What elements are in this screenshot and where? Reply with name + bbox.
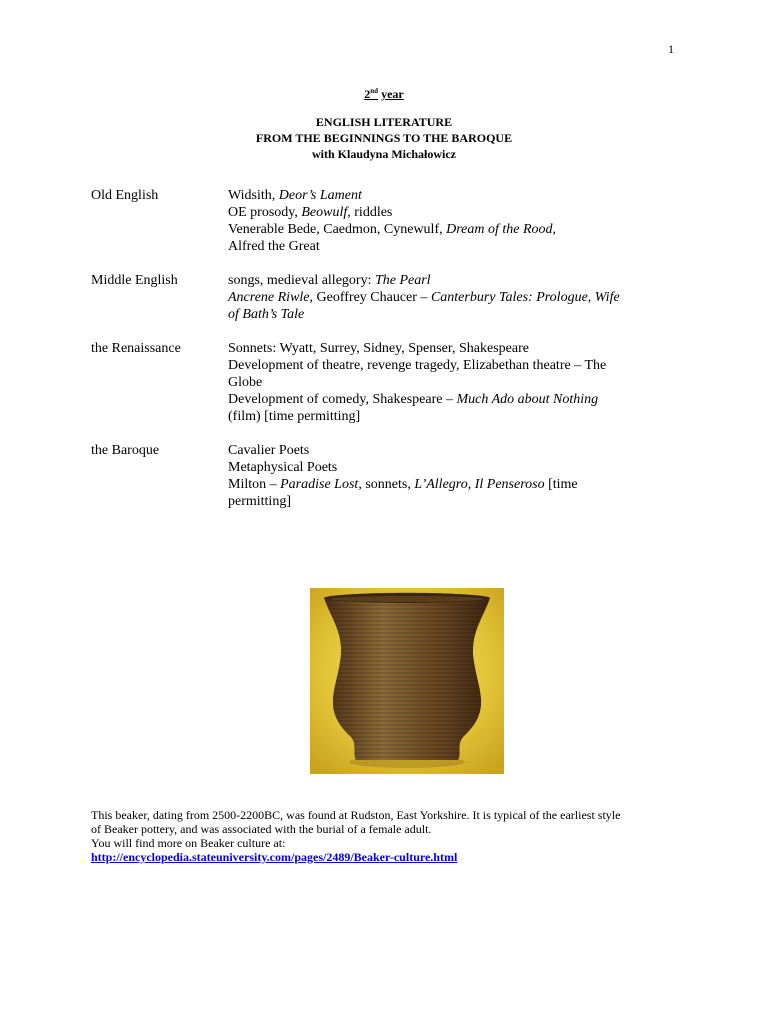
topic-line bbox=[228, 204, 681, 221]
topic-line bbox=[228, 357, 681, 374]
instructor-line: with Klaudyna Michałowicz bbox=[311, 147, 456, 161]
page-number: 1 bbox=[668, 42, 674, 56]
topic-title: The Pearl bbox=[374, 273, 431, 288]
year-heading bbox=[0, 86, 768, 102]
topic-text: , Geoffrey Chaucer – bbox=[309, 290, 431, 305]
topic-line bbox=[228, 340, 681, 357]
course-title-line1: ENGLISH LITERATURE bbox=[315, 115, 453, 129]
topic-line bbox=[228, 221, 681, 238]
period-label: Old English bbox=[91, 188, 159, 203]
syllabus-table bbox=[91, 187, 681, 527]
topic-text: riddles bbox=[350, 205, 393, 220]
topic-text: , sonnets, bbox=[358, 477, 415, 492]
topic-title: Dream of the Rood bbox=[446, 222, 553, 237]
period-label: the Baroque bbox=[91, 443, 160, 458]
topic-line bbox=[228, 391, 681, 408]
topic-title: Deor’s Lament bbox=[278, 188, 362, 203]
period-label: Middle English bbox=[91, 273, 178, 288]
topic-text: Development of comedy, Shakespeare – bbox=[228, 392, 457, 407]
topic-title: Much Ado about Nothing bbox=[456, 392, 599, 407]
topic-line bbox=[228, 289, 681, 306]
topic-title: Ancrene Riwle bbox=[228, 290, 310, 305]
syllabus-row bbox=[91, 340, 681, 425]
topic-line bbox=[228, 442, 681, 459]
caption-line-3: You will find more on Beaker culture at: bbox=[91, 836, 286, 850]
topic-line bbox=[228, 493, 681, 510]
topic-text: [time bbox=[544, 477, 578, 492]
topic-text: (film) [time permitting] bbox=[228, 409, 361, 424]
topic-text: Milton – bbox=[228, 477, 281, 492]
period-topics bbox=[228, 340, 681, 425]
topic-line bbox=[228, 187, 681, 204]
period-topics bbox=[228, 272, 681, 323]
topic-title: Paradise Lost bbox=[280, 477, 359, 492]
topic-title: Canterbury Tales: Prologue bbox=[430, 290, 588, 305]
beaker-image bbox=[310, 588, 504, 774]
year-word: year bbox=[381, 87, 404, 101]
topic-text: Cavalier Poets bbox=[228, 443, 310, 458]
caption-line-2: of Beaker pottery, and was associated with the burial of a female adult. bbox=[91, 822, 432, 836]
period-label: the Renaissance bbox=[91, 341, 181, 356]
topic-line bbox=[228, 306, 681, 323]
topic-text: , bbox=[587, 290, 595, 305]
topic-title: L’Allegro bbox=[414, 477, 468, 492]
course-title-line2: FROM THE BEGINNINGS TO THE BAROQUE bbox=[255, 131, 513, 145]
topic-text: Venerable Bede, Caedmon, Cynewulf, bbox=[228, 222, 447, 237]
topic-text: songs, medieval allegory: bbox=[228, 273, 375, 288]
topic-text: Globe bbox=[228, 375, 263, 390]
topic-text: , bbox=[552, 222, 557, 237]
syllabus-row bbox=[91, 442, 681, 510]
caption-line-1: This beaker, dating from 2500-2200BC, was found at Rudston, East Yorkshire. It is typical of the earliest style bbox=[91, 808, 621, 822]
topic-line bbox=[228, 459, 681, 476]
period-topics bbox=[228, 187, 681, 255]
topic-title: of Bath’s Tale bbox=[228, 307, 305, 322]
topic-title: Wife bbox=[594, 290, 620, 305]
topic-line bbox=[228, 238, 681, 255]
topic-text: , bbox=[467, 477, 475, 492]
topic-text: Metaphysical Poets bbox=[228, 460, 338, 475]
topic-text: Widsith, bbox=[228, 188, 279, 203]
topic-line bbox=[228, 408, 681, 425]
image-caption bbox=[91, 808, 691, 864]
topic-text: OE prosody, bbox=[228, 205, 302, 220]
topic-line bbox=[228, 476, 681, 493]
topic-line bbox=[228, 374, 681, 391]
topic-text: Alfred the Great bbox=[228, 239, 320, 254]
beaker-culture-link[interactable]: http://encyclopedia.stateuniversity.com/pages/2489/Beaker-culture.html bbox=[91, 850, 458, 864]
syllabus-row bbox=[91, 187, 681, 255]
topic-text: Sonnets: Wyatt, Surrey, Sidney, Spenser, Shakespeare bbox=[228, 341, 529, 356]
topic-text: permitting] bbox=[228, 494, 291, 509]
syllabus-row bbox=[91, 272, 681, 323]
period-topics bbox=[228, 442, 681, 510]
document-header bbox=[0, 86, 768, 162]
year-ordinal: 2nd bbox=[364, 87, 379, 101]
topic-line bbox=[228, 272, 681, 289]
topic-title: Beowulf, bbox=[301, 205, 351, 220]
topic-title: Il Penseroso bbox=[474, 477, 545, 492]
topic-text: Development of theatre, revenge tragedy, Elizabethan theatre – The bbox=[228, 358, 607, 373]
